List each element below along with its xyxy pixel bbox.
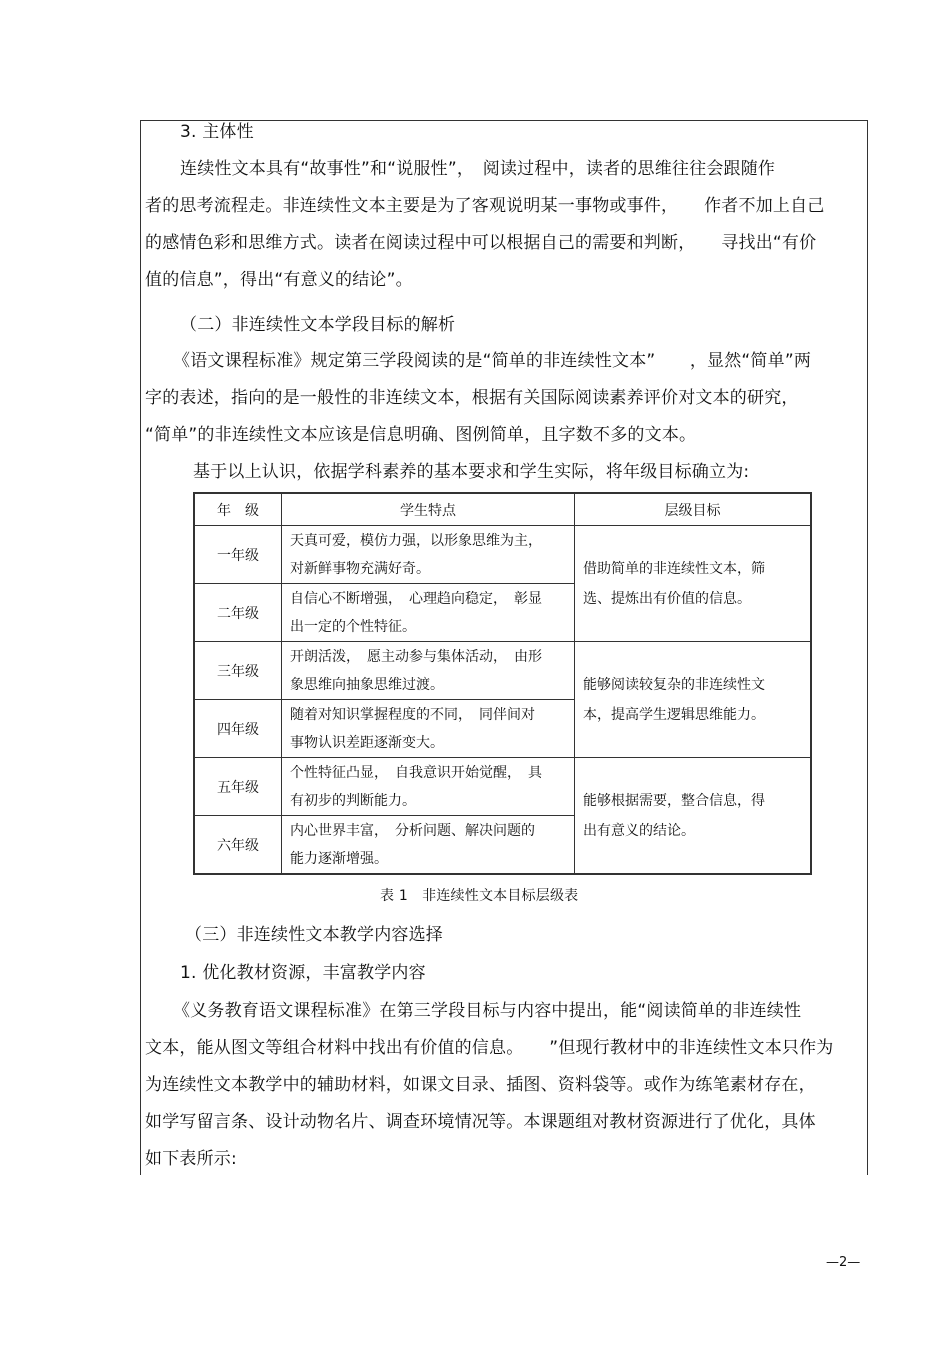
goal-line: 借助简单的非连续性文本，筛	[583, 560, 765, 577]
header-grade: 年 级	[194, 493, 282, 526]
table-row	[194, 526, 811, 584]
paragraph-line: 如学写留言条、设计动物名片、调查环境情况等。本课题组对教材资源进行了优化，具体	[145, 1112, 816, 1132]
grade-cell: 五年级	[194, 758, 282, 816]
paragraph-line: 文本，能从图文等组合材料中找出有价值的信息。 ”但现行教材中的非连续性文本只作为	[145, 1038, 834, 1058]
subheading-1: 1. 优化教材资源，丰富教学内容	[180, 963, 426, 983]
paragraph: 基于以上认识，依据学科素养的基本要求和学生实际，将年级目标确立为:	[193, 462, 750, 482]
feature-cell	[282, 700, 575, 758]
feature-line: 象思维向抽象思维过渡。	[290, 676, 444, 693]
feature-line: 出一定的个性特征。	[290, 618, 416, 635]
goal-line: 本，提高学生逻辑思维能力。	[583, 706, 765, 723]
feature-line: 开朗活泼， 愿主动参与集体活动， 由形	[290, 648, 542, 665]
feature-line: 个性特征凸显， 自我意识开始觉醒， 具	[290, 764, 542, 781]
feature-cell	[282, 642, 575, 700]
paragraph-line: 值的信息”，得出“有意义的结论”。	[145, 270, 413, 290]
table-row	[194, 758, 811, 816]
feature-cell	[282, 758, 575, 816]
goal-line: 出有意义的结论。	[583, 822, 695, 839]
goal-line: 选、提炼出有价值的信息。	[583, 590, 751, 607]
header-goals: 层级目标	[575, 493, 812, 526]
goal-line: 能够根据需要，整合信息，得	[583, 792, 765, 809]
feature-line: 能力逐渐增强。	[290, 850, 388, 867]
grade-cell: 三年级	[194, 642, 282, 700]
feature-line: 内心世界丰富， 分析问题、解决问题的	[290, 822, 535, 839]
paragraph-line: 《语文课程标准》规定第三学段阅读的是“简单的非连续性文本” ，显然“简单”两	[173, 351, 812, 371]
grade-cell: 一年级	[194, 526, 282, 584]
paragraph-line: 字的表述，指向的是一般性的非连续文本，根据有关国际阅读素养评价对文本的研究，	[145, 388, 799, 408]
feature-line: 对新鲜事物充满好奇。	[290, 560, 430, 577]
goal-cell	[575, 526, 812, 642]
paragraph-line: 为连续性文本教学中的辅助材料，如课文目录、插图、资料袋等。或作为练笔素材存在，	[145, 1075, 816, 1095]
grade-cell: 四年级	[194, 700, 282, 758]
goal-line: 能够阅读较复杂的非连续性文	[583, 676, 765, 693]
feature-line: 随着对知识掌握程度的不同， 同伴间对	[290, 706, 535, 723]
table-row	[194, 642, 811, 700]
heading-2: （二）非连续性文本学段目标的解析	[180, 315, 456, 335]
feature-cell	[282, 816, 575, 875]
paragraph-line: “简单”的非连续性文本应该是信息明确、图例简单，且字数不多的文本。	[145, 425, 697, 445]
paragraph-line: 《义务教育语文课程标准》在第三学段目标与内容中提出，能“阅读简单的非连续性	[173, 1001, 802, 1021]
goal-cell	[575, 758, 812, 875]
grade-cell: 二年级	[194, 584, 282, 642]
header-features: 学生特点	[282, 493, 575, 526]
feature-line: 自信心不断增强， 心理趋向稳定， 彰显	[290, 590, 542, 607]
section-heading-3: 3. 主体性	[180, 122, 254, 142]
grade-goals-table	[193, 492, 812, 875]
paragraph-line: 如下表所示:	[145, 1149, 237, 1169]
feature-line: 天真可爱，模仿力强，以形象思维为主，	[290, 532, 542, 549]
heading-3: （三）非连续性文本教学内容选择	[185, 925, 443, 945]
feature-cell	[282, 526, 575, 584]
paragraph-line: 连续性文本具有“故事性”和“说服性”， 阅读过程中，读者的思维往往会跟随作	[180, 159, 776, 179]
grade-cell: 六年级	[194, 816, 282, 875]
goal-cell	[575, 642, 812, 758]
feature-cell	[282, 584, 575, 642]
page-number: —2—	[826, 1255, 861, 1270]
feature-line: 事物认识差距逐渐变大。	[290, 734, 444, 751]
paragraph-line: 的感情色彩和思维方式。读者在阅读过程中可以根据自己的需要和判断， 寻找出“有价	[145, 233, 817, 253]
table-header-row	[194, 493, 811, 526]
feature-line: 有初步的判断能力。	[290, 792, 416, 809]
table-caption: 表 1 非连续性文本目标层级表	[380, 888, 579, 904]
paragraph-line: 者的思考流程走。非连续性文本主要是为了客观说明某一事物或事件， 作者不加上自己	[145, 196, 825, 216]
